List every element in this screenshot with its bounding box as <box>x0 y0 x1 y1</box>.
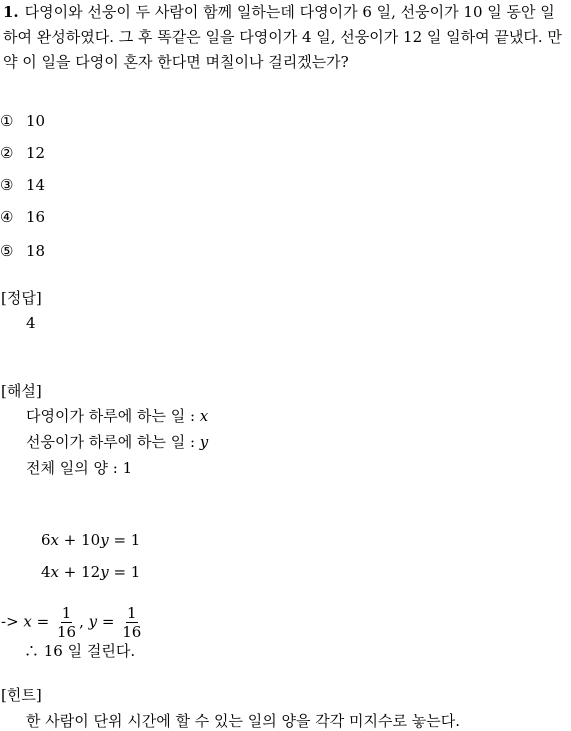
hint-heading: [힌트] <box>1 686 42 704</box>
explanation-line-2: 선웅이가 하루에 하는 일 : y <box>26 433 209 451</box>
answer-heading: [정답] <box>1 289 42 307</box>
conclusion: ∴ 16 일 걸린다. <box>24 642 136 660</box>
arrow: -> <box>1 612 19 631</box>
choice-1[interactable]: ① 10 <box>0 112 46 130</box>
explanation-line-3: 전체 일의 양 : 1 <box>26 459 133 477</box>
equation-1: 6x + 10y = 1 <box>41 531 141 549</box>
question-number: 1. <box>3 3 19 21</box>
explanation-line-1: 다영이가 하루에 하는 일 : x <box>26 407 209 425</box>
fraction-y: $\frac{1}{16}$ <box>122 604 142 641</box>
choice-5[interactable]: ⑤ 18 <box>0 242 46 260</box>
explanation-heading: [해설] <box>1 382 42 400</box>
question-text: 다영이와 선웅이 두 사람이 함께 일하는데 다영이가 6 일, 선웅이가 10 일 동안 일하여 완성하였다. 그 후 똑같은 일을 다영이가 4 일, 선웅이가 12 일 일하여 끝냈다. 만약 이 일을 다영이 혼자 한다면 며칠이나 걸리겠는가? <box>3 3 562 71</box>
hint-text: 한 사람이 단위 시간에 할 수 있는 일의 양을 각각 미지수로 놓는다. <box>26 712 460 730</box>
choice-3[interactable]: ③ 14 <box>0 176 46 194</box>
solution-line: -> x = $\frac{1}{16}$ , y = $\frac{1}{16}$ <box>1 604 142 641</box>
fraction-x: $\frac{1}{16}$ <box>57 604 77 641</box>
equation-2: 4x + 12y = 1 <box>41 563 141 581</box>
answer-value: 4 <box>26 314 36 332</box>
choice-4[interactable]: ④ 16 <box>0 208 46 226</box>
choice-2[interactable]: ② 12 <box>0 144 46 162</box>
question <box>3 0 565 75</box>
